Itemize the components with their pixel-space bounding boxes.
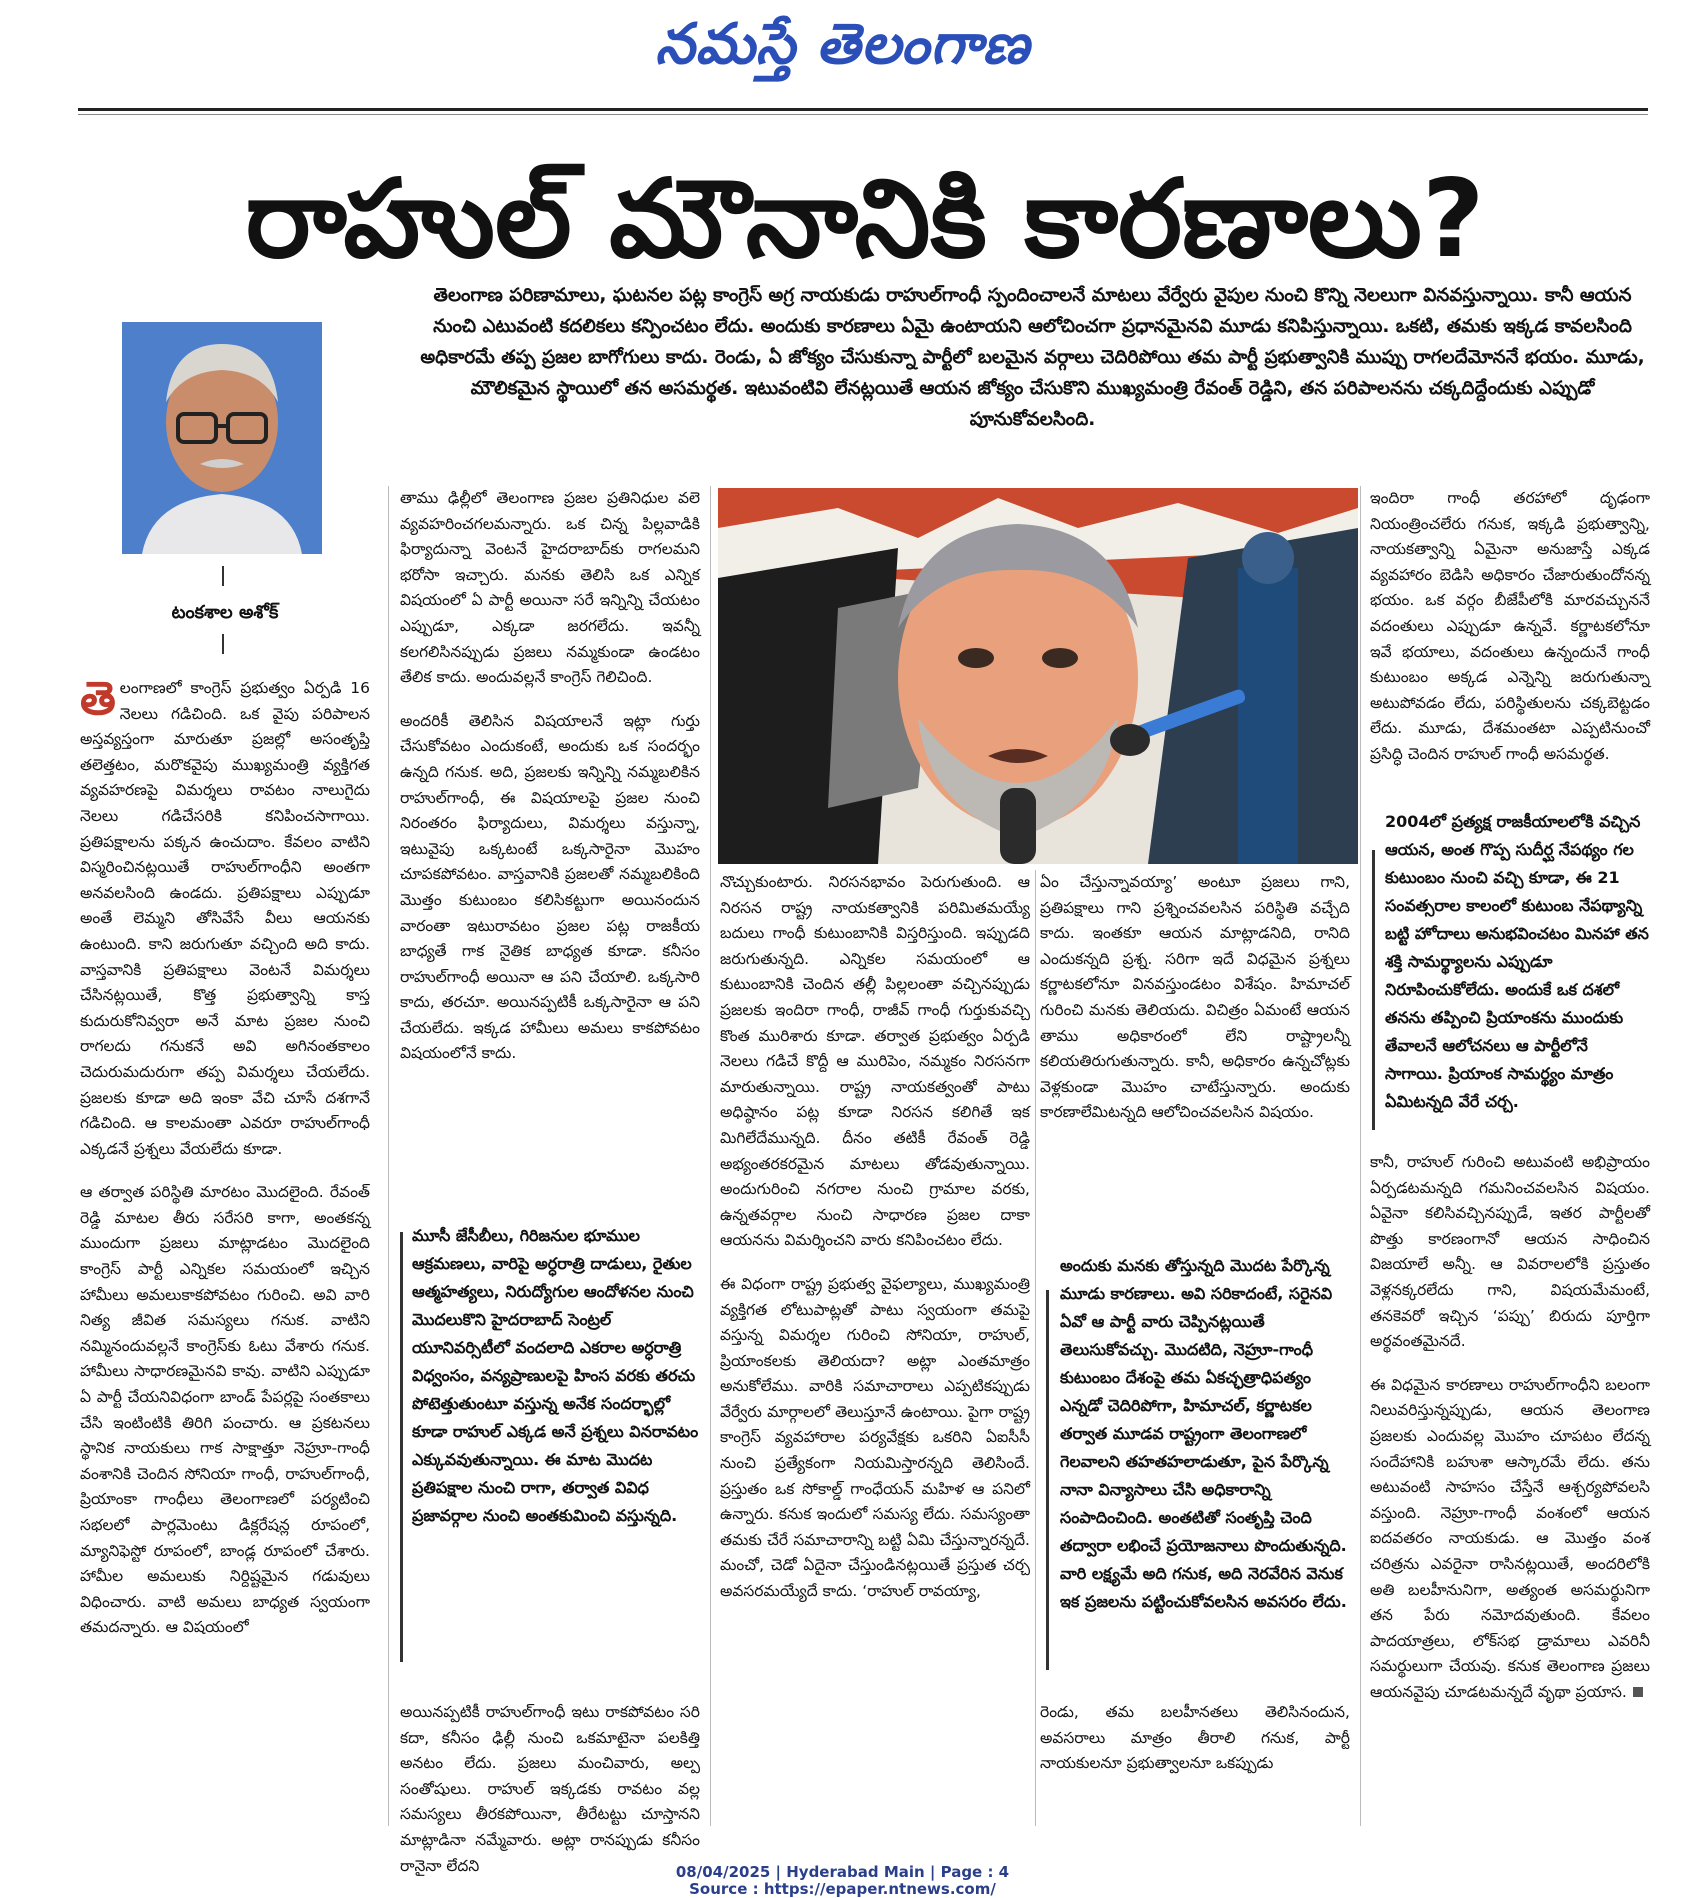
paragraph: ఏం చేస్తున్నావయ్యా’ అంటూ ప్రజలు గాని, ప్రతిపక్షాలు గాని ప్రశ్నించవలసిన పరిస్థితి వచ్చేది కాదు. ఇంతకూ ఆయన మాట్లాడనిది, రానిది ఎందుకన్నది ప్రశ్న. సరిగా ఇదే విధమైన ప్రశ్నలు కర్ణాటకలోనూ వినవస్తుండటం విశేషం. హిమాచల్ గురించి మనకు తెలియదు. విచిత్రం ఏమంటే ఆయన తాము అధికారంలో లేని రాష్ట్రాలన్నీ కలియతిరుగుతున్నారు. కానీ, అధికారం ఉన్నచోట్లకు వెళ్లకుండా మొహం చాటేస్తున్నారు. అందుకు కారణాలేమిటన్నది ఆలోచించవలసిన విషయం. bbox=[1040, 873, 1350, 1122]
page-footer-source: Source : https://epaper.ntnews.com/ bbox=[689, 1880, 996, 1898]
pullquote-bar bbox=[400, 1232, 403, 1662]
pullquote-2: అందుకు మనకు తోస్తున్నది మొదట పేర్కొన్న మూడు కారణాలు. అవి సరికాదంటే, సరైనవి ఏవో ఆ పార్టీ వారు చెప్పినట్లయితే తెలుసుకోవచ్చు. మొదటిది, నెహ్రూ-గాంధీ కుటుంబం దేశంపై తమ ఏకచ్ఛత్రాధిపత్యం ఎన్నడో చెదిరిపోగా, హిమాచల్, కర్ణాటకల తర్వాత మూడవ రాష్ట్రంగా తెలంగాణలో గెలవాలని తహతహలాడుతూ, పైన పేర్కొన్న నానా విన్యాసాలు చేసి అధికారాన్ని సంపాదించింది. అంతటితో సంతృప్తి చెంది తద్వారా లభించే ప్రయోజనాలు పొందుతున్నది. వారి లక్ష్యమే అది గనుక, అది నెరవేరిన వెనుక ఇక ప్రజలను పట్టించుకోవలసిన అవసరం లేదు. bbox=[1060, 1256, 1347, 1611]
byline-divider-bottom bbox=[222, 634, 224, 654]
author-photo bbox=[122, 322, 322, 554]
column-separator bbox=[1035, 870, 1036, 1826]
pullquote-3: 2004లో ప్రత్యక్ష రాజకీయాలలోకి వచ్చిన ఆయన, అంత గొప్ప సుదీర్ఘ నేపథ్యం గల కుటుంబం నుంచి వచ్చి కూడా, ఈ 21 సంవత్సరాల కాలంలో కుటుంబ నేపథ్యాన్ని బట్టి హోదాలు అనుభవించటం మినహా తన శక్తి సామర్థ్యాలను ఎప్పుడూ నిరూపించుకోలేదు. అందుకే ఒక దశలో తనను తప్పించి ప్రియాంకను ముందుకు తేవాలనే ఆలోచనలు ఆ పార్టీలోనే సాగాయి. ప్రియాంక సామర్థ్యం మాత్రం ఏమిటన్నది వేరే చర్చ. bbox=[1385, 812, 1649, 1111]
article-column-2-continued bbox=[400, 1700, 700, 1875]
paragraph: అయినప్పటికీ రాహుల్‌గాంధీ ఇటు రాకపోవటం సరి కదా, కనీసం ఢిల్లీ నుంచి ఒకమాటైనా పలకిత్తి అనటం లేదు. ప్రజలు మంచివారు, అల్ప సంతోషులు. రాహుల్ ఇక్కడకు రావటం వల్ల సమస్యలు తీరకపోయినా, తీరేటట్టు చూస్తానని మాట్లాడినా నమ్మేవారు. అట్లా రానప్పుడు కనీసం రానైనా లేదని bbox=[400, 1703, 700, 1875]
paragraph: తాము ఢిల్లీలో తెలంగాణ ప్రజల ప్రతినిధుల వలె వ్యవహరించగలమన్నారు. ఒక చిన్న పిల్లవాడికి ఫిర్యాదున్నా వెంటనే హైదరాబాద్‌కు రాగలమని భరోసా ఇచ్చారు. మనకు తెలిసి ఒక ఎన్నిక విషయంలో ఏ పార్టీ అయినా సరే ఇన్నిన్ని చేయటం ఎప్పుడూ, ఎక్కడా జరగలేదు. ఇవన్నీ కలగలిసినప్పుడు ప్రజలు నమ్మకుండా ఉండటం తేలిక కాదు. అందువల్లనే కాంగ్రెస్ గెలిచింది. bbox=[400, 489, 700, 687]
author-byline: టంకశాల అశోక్ bbox=[171, 602, 279, 623]
column-separator bbox=[710, 486, 711, 1826]
masthead-logo: నమస్తే తెలంగాణ bbox=[655, 12, 1030, 77]
paragraph: కానీ, రాహుల్ గురించి అటువంటి అభిప్రాయం ఏర్పడటమన్నది గమనించవలసిన విషయం. ఏవైనా కలిసివచ్చినప్పుడే, ఇతర పార్టీలతో పొత్తు కారణంగానో ఆయన సాధించిన విజయాలే అన్నీ. ఆ వివరాలలోకి ప్రస్తుతం వెళ్లనక్కరలేదు గాని, విషయమేమంటే, తనకెవరో ఇచ్చిన ‘పప్పు’ బిరుదు పూర్తిగా అర్థవంతమైనదే. bbox=[1370, 1153, 1650, 1351]
article-column-5 bbox=[1370, 486, 1650, 806]
masthead-rule-thin bbox=[78, 114, 1648, 115]
paragraph: నొచ్చుకుంటారు. నిరసనభావం పెరుగుతుంది. ఆ నిరసన రాష్ట్ర నాయకత్వానికి పరిమితమయ్యే బదులు గాంధీ కుటుంబానికి విస్తరిస్తుంది. ఇప్పుడది జరుగుతున్నది. ఎన్నికల సమయంలో ఆ కుటుంబానికి చెందిన తల్లీ పిల్లలంతా వచ్చినప్పుడు ప్రజలకు ఇందిరా గాంధీ, రాజీవ్ గాంధీ గుర్తుకువచ్చి కొంత మురిశారు కూడా. తర్వాత ప్రభుత్వం ఏర్పడి నెలలు గడిచే కొద్దీ ఆ మురిపెం, నమ్మకం నిరసనగా మారుతున్నాయి. రాష్ట్ర నాయకత్వంతో పాటు అధిష్ఠానం పట్ల కూడా నిరసన కలిగితే ఇక మిగిలేదేమున్నది. దీనం తటికీ రేవంత్ రెడ్డి అభ్యంతరకరమైన మాటలు తోడవుతున్నాయి. అందుగురించి నగరాల నుంచి గ్రామాల వరకు, ఉన్నతవర్గాల నుంచి సాధారణ ప్రజల దాకా ఆయనను విమర్శించని వారు కనిపించటం లేదు. bbox=[720, 873, 1030, 1250]
headline: రాహుల్ మౌనానికి కారణాలు? bbox=[245, 157, 1485, 282]
paragraph: అందరికీ తెలిసిన విషయాలనే ఇట్లా గుర్తు చేసుకోవటం ఎందుకంటే, అందుకు ఒక సందర్భం ఉన్నది గనుక. అది, ప్రజలకు ఇన్నిన్ని నమ్మబలికిన రాహుల్‌గాంధీ, ఈ విషయాలపై ప్రజల నుంచి నిరంతరం ఫిర్యాదులు, విమర్శలు వస్తున్నా, ఇటువైపు ఒక్కటంటే ఒక్కసారైనా మొహం చూపకపోవటం. వాస్తవానికి ప్రజలతో నమ్మబలికింది మొత్తం కుటుంబం కలిసికట్టుగా అయినందున వారంతా ఇటురావటం ప్రజల పట్ల రాజకీయ బాధ్యతే గాక నైతిక బాధ్యత కూడా. కనీసం రాహుల్‌గాంధీ అయినా ఆ పని చేయాలి. ఒక్కసారి కాదు, తరచూ. అయినప్పటికీ ఒక్కసారైనా ఆ పని చేయలేదు. ఇక్కడ హామీలు అమలు కాకపోవటం విషయంలోనే కాదు. bbox=[400, 711, 700, 1063]
article-column-5-continued bbox=[1370, 1150, 1650, 1826]
hero-illustration bbox=[718, 488, 1358, 864]
article-column-4 bbox=[1040, 870, 1350, 1220]
pullquote-bar bbox=[1372, 850, 1375, 1130]
column-separator bbox=[1360, 486, 1361, 1826]
article-column-2 bbox=[400, 486, 700, 1216]
masthead-rule bbox=[78, 108, 1648, 111]
paragraph: ఈ విధంగా రాష్ట్ర ప్రభుత్వ వైఫల్యాలు, ముఖ్యమంత్రి వ్యక్తిగత లోటుపాట్లతో పాటు స్వయంగా తమపై వస్తున్న విమర్శల గురించి సోనియా, రాహుల్, ప్రియాంకలకు తెలియదా? అట్లా ఎంతమాత్రం అనుకోలేము. వారికి సమాచారాలు ఎప్పటికప్పుడు వేర్వేరు మార్గాలలో తెలుస్తూనే ఉంటాయి. పైగా రాష్ట్ర కాంగ్రెస్ వ్యవహారాల పర్యవేక్షకు ఒకరిని ఏఐసీసీ నుంచి ప్రత్యేకంగా నియమిస్తారన్నది తెలిసిందే. ప్రస్తుతం ఒక సోకాల్డ్ గాంధేయన్ మహిళ ఆ పనిలో ఉన్నారు. కనుక ఇందులో సమస్య లేదు. సమస్యంతా తమకు చేరే సమాచారాన్ని బట్టి ఏమి చేస్తున్నారన్నదే. మంచో, చెడో ఏదైనా చేస్తుండినట్లయితే ప్రస్తుత చర్చ అవసరమయ్యేదే కాదు. ‘రాహుల్ రావయ్యా, bbox=[720, 1274, 1030, 1601]
byline-divider-top bbox=[222, 566, 224, 586]
article-column-4-continued bbox=[1040, 1700, 1350, 1826]
end-mark-icon bbox=[1633, 1687, 1643, 1697]
article-column-1 bbox=[80, 671, 370, 1826]
rahul-gandhi-caricature-icon bbox=[718, 488, 1358, 864]
drop-cap: తె bbox=[80, 671, 116, 725]
paragraph: ఈ విధమైన కారణాలు రాహుల్‌గాంధీని బలంగా నిలువరిస్తున్నప్పుడు, ఆయన తెలంగాణ ప్రజలకు ఎందువల్ల మొహం చూపటం లేదన్న సందేహానికి బహుశా ఆస్కారమే లేదు. తను అటువంటి సాహసం చేస్తేనే ఆశ్చర్యపోవలసి వస్తుంది. నెహ్రూ-గాంధీ వంశంలో ఆయన ఐదవతరం నాయకుడు. ఆ మొత్తం వంశ చరిత్రను ఎవరైనా రాసినట్లయితే, అందరిలోకి అతి బలహీనునిగా, అత్యంత అసమర్థునిగా తన పేరు నమోదవుతుంది. కేవలం పాదయాత్రలు, లోక్‌సభ డ్రామాలు ఎవరినీ సమర్థులుగా చేయవు. కనుక తెలంగాణ ప్రజలు ఆయనవైపు చూడటమన్నదే వృథా ప్రయాస. bbox=[1370, 1375, 1650, 1701]
author-portrait-icon bbox=[122, 322, 322, 554]
page-footer-info: 08/04/2025 | Hyderabad Main | Page : 4 bbox=[675, 1863, 1010, 1881]
paragraph: ఇందిరా గాంధీ తరహాలో దృఢంగా నియంత్రించలేరు గనుక, ఇక్కడి ప్రభుత్వాన్ని, నాయకత్వాన్ని ఏమైనా అనుజాస్తే ఎక్కడ వ్యవహారం బెడిసి అధికారం చేజారుతుందోనన్న భయం. ఒక వర్గం బీజేపీలోకి మారవచ్చుననే వదంతులు ఎప్పుడూ ఉన్నవే. కర్ణాటకలోనూ ఇవే భయాలు, వదంతులు ఉన్నందునే గాంధీ కుటుంబం అక్కడ ఎన్నెన్ని జరుగుతున్నా అటుపోవడం లేదు, పరిస్థితులను చక్కబెట్టడం లేదు. మూడు, దేశమంతటా ఎప్పటినుంచో ప్రసిద్ధి చెందిన రాహుల్ గాంధీ అసమర్థత. bbox=[1370, 489, 1650, 763]
column-separator bbox=[388, 486, 389, 1826]
pullquote-bar bbox=[1046, 1290, 1049, 1670]
article-column-3 bbox=[720, 870, 1030, 1826]
paragraph: రెండు, తమ బలహీనతలు తెలిసినందున, అవసరాలు మాత్రం తీరాలి గనుక, పార్టీ నాయకులనూ ప్రభుత్వాలనూ ఒకప్పుడు bbox=[1040, 1703, 1350, 1773]
paragraph: ఆ తర్వాత పరిస్థితి మారటం మొదలైంది. రేవంత్ రెడ్డి మాటల తీరు సరేసరి కాగా, అంతకన్న ముందుగా ప్రజలు మాట్లాడటం మొదలైంది కాంగ్రెస్ పార్టీ ఎన్నికల సమయంలో ఇచ్చిన హామీలు అమలుకాకపోవటం గురించి. అవి వారి నిత్య జీవిత సమస్యలు గనుక. వాటిని నమ్మినందువల్లనే కాంగ్రెస్‌కు ఓటు వేశారు గనుక. హామీలు సాధారణమైనవి కావు. వాటిని ఎప్పుడూ ఏ పార్టీ చేయనివిధంగా బాండ్ పేపర్లపై సంతకాలు చేసి ఇంటింటికి తిరిగి పంచారు. ఆ ప్రకటనలు స్థానిక నాయకులు గాక సాక్షాత్తూ నెహ్రూ-గాంధీ వంశానికి చెందిన సోనియా గాంధీ, రాహుల్‌గాంధీ, ప్రియాంకా గాంధీలు తెలంగాణలో పర్యటించి సభలలో పార్లమెంటు డిక్లరేషన్ల రూపంలో, మ్యానిఫెస్టో రూపంలో, బాండ్ల రూపంలో చేశారు. హామీల అమలుకు నిర్దిష్టమైన గడువులు విధించారు. వాటి అమలు బాధ్యత స్వయంగా తమదన్నారు. ఆ విషయంలో bbox=[80, 1183, 370, 1637]
article-deck: తెలంగాణ పరిణామాలు, ఘటనల పట్ల కాంగ్రెస్ అగ్ర నాయకుడు రాహుల్‌గాంధీ స్పందించాలనే మాటలు వేర్వేరు వైపుల నుంచి కొన్ని నెలలుగా వినవస్తున్నాయి. కానీ ఆయన నుంచి ఎటువంటి కదలికలు కన్పించటం లేదు. అందుకు కారణాలు ఏమై ఉంటాయని ఆలోచించగా ప్రధానమైనవి మూడు కనిపిస్తున్నాయి. ఒకటి, తమకు ఇక్కడ కావలసింది అధికారమే తప్ప ప్రజల బాగోగులు కాదు. రెండు, ఏ జోక్యం చేసుకున్నా పార్టీలో బలమైన వర్గాలు చెదిరిపోయి తమ పార్టీ ప్రభుత్వానికి ముప్పు రాగలదేమోననే భయం. మూడు, మౌలికమైన స్థాయిలో తన అసమర్థత. ఇటువంటివి లేనట్లయితే ఆయన జోక్యం చేసుకొని ముఖ్యమంత్రి రేవంత్ రెడ్డిని, తన పరిపాలనను చక్కదిద్దేందుకు ఎప్పుడో పూనుకోవలసింది. bbox=[420, 285, 1645, 430]
paragraph: లంగాణలో కాంగ్రెస్ ప్రభుత్వం ఏర్పడి 16 నెలలు గడిచింది. ఒక వైపు పరిపాలన అస్తవ్యస్తంగా మారుతూ ప్రజల్లో అసంతృప్తి తలెత్తటం, మరొకవైపు ముఖ్యమంత్రి వ్యక్తిగత వ్యవహరణపై విమర్శలు రావటం నాలుగైదు నెలలు గడిచేసరికి కనిపించసాగాయి. ప్రతిపక్షాలను పక్కన ఉంచుదాం. కేవలం వాటిని విస్మరించినట్లయితే రాహుల్‌గాంధీని అంతగా అనవలసింది ఉండదు. ప్రతిపక్షాలు ఎప్పుడూ అంతే లెమ్మని తోసివేసే వీలు ఆయనకు ఉంటుంది. కాని జరుగుతూ వచ్చింది అది కాదు. వాస్తవానికి ప్రతిపక్షాలు వెంటనే విమర్శలు చేసినట్లయితే, కొత్త ప్రభుత్వాన్ని కాస్త కుదురుకోనివ్వరా అనే మాట ప్రజల నుంచి రాగలదు గనుకనే అవి అగినంతకాలం చెదురుమదురుగా తప్ప విమర్శలు చేయలేదు. ప్రజలకు కూడా అది ఇంకా వేచి చూసే దశగానే గడిచింది. ఆ కాలమంతా ఎవరూ రాహుల్‌గాంధీ ఎక్కడనే ప్రశ్నలు వేయలేదు కూడా. bbox=[80, 679, 370, 1158]
pullquote-1: మూసీ జేసీబీలు, గిరిజనుల భూముల ఆక్రమణలు, వారిపై అర్ధరాత్రి దాడులు, రైతుల ఆత్మహత్యలు, నిరుద్యోగుల ఆందోళనల నుంచి మొదలుకొని హైదరాబాద్ సెంట్రల్ యూనివర్సిటీలో వందలాది ఎకరాల అర్ధరాత్రి విధ్వంసం, వన్యప్రాణులపై హింస వరకు తరచు పోటెత్తుతుంటూ వస్తున్న అనేక సందర్భాల్లో కూడా రాహుల్ ఎక్కడ అనే ప్రశ్నలు వినరావటం ఎక్కువవుతున్నాయి. ఈ మాట మొదట ప్రతిపక్షాల నుంచి రాగా, తర్వాత వివిధ ప్రజావర్గాల నుంచి అంతకుమించి వస్తున్నది. bbox=[412, 1226, 699, 1525]
